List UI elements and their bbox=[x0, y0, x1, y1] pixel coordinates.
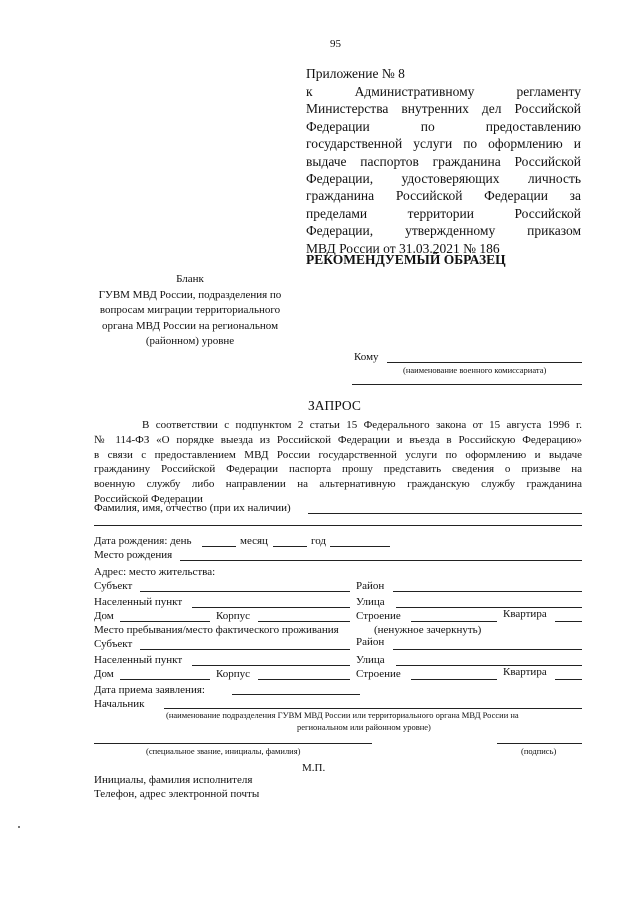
locality-field[interactable] bbox=[192, 607, 350, 608]
blank-line: органа МВД России на региональном bbox=[101, 319, 279, 332]
structure-field[interactable] bbox=[411, 621, 497, 622]
strike-note: (ненужное зачеркнуть) bbox=[374, 624, 482, 636]
apartment-field[interactable] bbox=[555, 621, 582, 622]
house-label: Дом bbox=[94, 610, 114, 622]
recommended-sample-heading: РЕКОМЕНДУЕМЫЙ ОБРАЗЕЦ bbox=[306, 252, 506, 267]
stay-house-field[interactable] bbox=[120, 679, 210, 680]
fio-label: Фамилия, имя, отчество (при их наличии) bbox=[94, 502, 291, 514]
stay-district-label: Район bbox=[356, 636, 385, 648]
application-date-field[interactable] bbox=[232, 694, 360, 695]
building-label: Корпус bbox=[216, 610, 251, 622]
appendix-line: государственной услуги по оформлению и bbox=[306, 136, 581, 152]
chief-hint-2: региональном или районном уровне) bbox=[297, 722, 431, 732]
request-body bbox=[94, 419, 582, 508]
apartment-label: Квартира bbox=[503, 608, 547, 620]
street-label: Улица bbox=[356, 596, 385, 608]
stay-place-label: Место пребывания/место фактического проживания bbox=[94, 624, 339, 636]
signature-field[interactable] bbox=[497, 743, 582, 744]
chief-label: Начальник bbox=[94, 698, 145, 710]
blank-line: вопросам миграции территориального bbox=[99, 304, 281, 316]
stay-subject-label: Субъект bbox=[94, 638, 133, 650]
appendix-line: Федерации по предоставлению bbox=[306, 118, 581, 134]
appendix-text bbox=[306, 84, 581, 258]
appendix-title: Приложение № 8 bbox=[306, 66, 405, 81]
structure-label: Строение bbox=[356, 610, 401, 622]
executor-label: Инициалы, фамилия исполнителя bbox=[94, 774, 253, 786]
house-field[interactable] bbox=[120, 621, 210, 622]
building-field[interactable] bbox=[258, 621, 350, 622]
appendix-last-line: МВД России от 31.03.2021 № 186 bbox=[306, 240, 500, 256]
to-label: Кому bbox=[354, 351, 379, 363]
stay-street-label: Улица bbox=[356, 654, 385, 666]
appendix-line: к Административному регламенту bbox=[306, 84, 581, 99]
birth-year-label: год bbox=[311, 535, 327, 547]
appendix-line: выдаче паспортов гражданина Российской bbox=[306, 153, 581, 169]
stay-structure-label: Строение bbox=[356, 668, 401, 680]
page-number: 95 bbox=[330, 38, 341, 50]
stamp-place: М.П. bbox=[302, 762, 326, 774]
scan-speck bbox=[18, 826, 20, 828]
to-field-line[interactable] bbox=[387, 362, 582, 363]
appendix-line: гражданина Российской Федерации за bbox=[306, 188, 581, 204]
body-line: военную службу либо направлении на альтернативную гражданскую службу гражданина bbox=[94, 478, 582, 491]
stay-apartment-label: Квартира bbox=[503, 666, 547, 678]
district-field[interactable] bbox=[393, 591, 582, 592]
stay-building-field[interactable] bbox=[258, 679, 350, 680]
street-field[interactable] bbox=[396, 607, 582, 608]
birth-month-field[interactable] bbox=[273, 546, 307, 547]
stay-street-field[interactable] bbox=[396, 665, 582, 666]
address-label: Адрес: место жительства: bbox=[94, 566, 216, 578]
stay-structure-field[interactable] bbox=[411, 679, 497, 680]
chief-field[interactable] bbox=[164, 708, 582, 709]
birth-place-field[interactable] bbox=[180, 560, 582, 561]
stay-district-field[interactable] bbox=[393, 649, 582, 650]
birth-place-label: Место рождения bbox=[94, 549, 173, 561]
to-hint: (наименование военного комиссариата) bbox=[403, 365, 547, 375]
to-field-line-2[interactable] bbox=[352, 384, 582, 385]
fio-field-2[interactable] bbox=[94, 525, 582, 526]
stay-house-label: Дом bbox=[94, 668, 114, 680]
birth-year-field[interactable] bbox=[330, 546, 390, 547]
request-title: ЗАПРОС bbox=[308, 398, 361, 413]
signature-hint: (подпись) bbox=[521, 746, 557, 756]
application-date-label: Дата приема заявления: bbox=[94, 684, 205, 696]
body-line: в связи с предоставлением МВД России государственной услуги по оформлению и выдаче bbox=[94, 448, 582, 461]
rank-field[interactable] bbox=[94, 743, 372, 744]
birth-date-label: Дата рождения: день bbox=[94, 535, 192, 547]
chief-hint-1: (наименование подразделения ГУВМ МВД России или территориального органа МВД России на bbox=[166, 710, 519, 720]
subject-field[interactable] bbox=[140, 591, 350, 592]
body-line: гражданину Российской Федерации паспорта прошу представить сведения о призыве на bbox=[94, 463, 582, 476]
subject-label: Субъект bbox=[94, 580, 133, 592]
appendix-line: Федерации, утвержденному приказом bbox=[306, 223, 581, 239]
rank-hint: (специальное звание, инициалы, фамилия) bbox=[146, 746, 301, 756]
fio-field[interactable] bbox=[308, 513, 582, 514]
appendix-line: Федерации, удостоверяющих личность bbox=[306, 170, 581, 186]
locality-label: Населенный пункт bbox=[94, 596, 183, 608]
birth-month-label: месяц bbox=[240, 535, 268, 547]
birth-day-field[interactable] bbox=[202, 546, 236, 547]
appendix-line: Министерства внутренних дел Российской bbox=[306, 101, 581, 117]
blank-block bbox=[90, 272, 290, 350]
contacts-label: Телефон, адрес электронной почты bbox=[94, 788, 260, 800]
stay-building-label: Корпус bbox=[216, 668, 251, 680]
district-label: Район bbox=[356, 580, 385, 592]
body-line: № 114-ФЗ «О порядке выезда из Российской Федерации и въезда в Российскую Федерацию» bbox=[94, 433, 582, 446]
stay-apartment-field[interactable] bbox=[555, 679, 582, 680]
blank-line: ГУВМ МВД России, подразделения по bbox=[98, 288, 282, 301]
body-last-line: Российской Федерации bbox=[94, 492, 203, 505]
body-line: В соответствии с подпунктом 2 статьи 15 Федерального закона от 15 августа 1996 г. bbox=[142, 419, 582, 431]
appendix-line: пределами территории Российской bbox=[306, 205, 581, 221]
stay-locality-label: Населенный пункт bbox=[94, 654, 183, 666]
blank-line: (районном) уровне bbox=[145, 335, 235, 347]
stay-locality-field[interactable] bbox=[192, 665, 350, 666]
blank-line: Бланк bbox=[176, 273, 204, 285]
stay-subject-field[interactable] bbox=[140, 649, 350, 650]
